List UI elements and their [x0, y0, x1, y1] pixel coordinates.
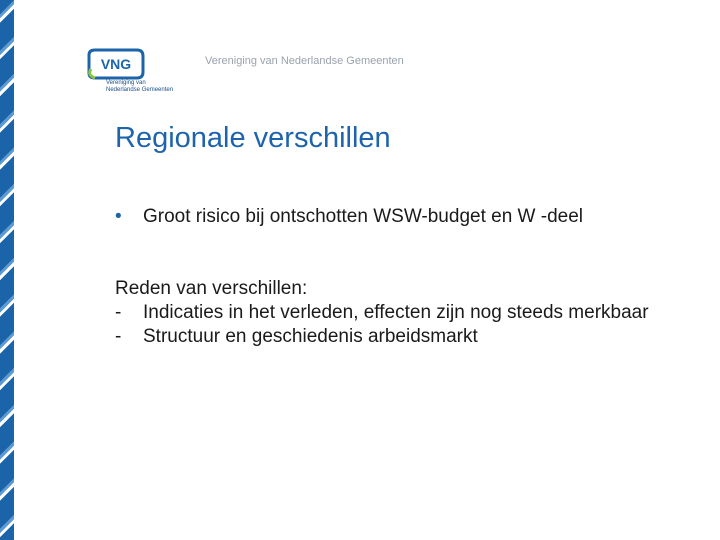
- organization-name: Vereniging van Nederlandse Gemeenten: [205, 55, 404, 67]
- section-heading: Reden van verschillen:: [115, 278, 308, 299]
- dash-marker: -: [115, 326, 122, 347]
- slide-body: [115, 205, 695, 349]
- vng-logo-subtitle-line1: Vereniging van: [106, 80, 146, 86]
- decorative-edge-stripe: [0, 0, 14, 540]
- vng-logo-badge: [83, 47, 145, 81]
- vng-logo-subtitle-line2: Nederlandse Gemeenten: [106, 86, 174, 93]
- bullet-text: Groot risico bij ontschotten WSW-budget en W -deel: [143, 206, 584, 227]
- vng-logo-text: VNG: [100, 56, 132, 72]
- dash-list-item: [115, 325, 695, 349]
- bullet-item: [115, 205, 695, 229]
- bullet-marker: •: [115, 206, 122, 227]
- vng-logo-subtitle: [106, 80, 173, 93]
- dash-item-text: Indicaties in het verleden, effecten zijn nog steeds merkbaar: [143, 302, 649, 323]
- vng-logo: [80, 44, 190, 98]
- slide-title: Regionale verschillen: [115, 122, 391, 154]
- dash-list-item: [115, 301, 695, 325]
- dash-marker: -: [115, 302, 122, 323]
- dash-item-text: Structuur en geschiedenis arbeidsmarkt: [143, 326, 478, 347]
